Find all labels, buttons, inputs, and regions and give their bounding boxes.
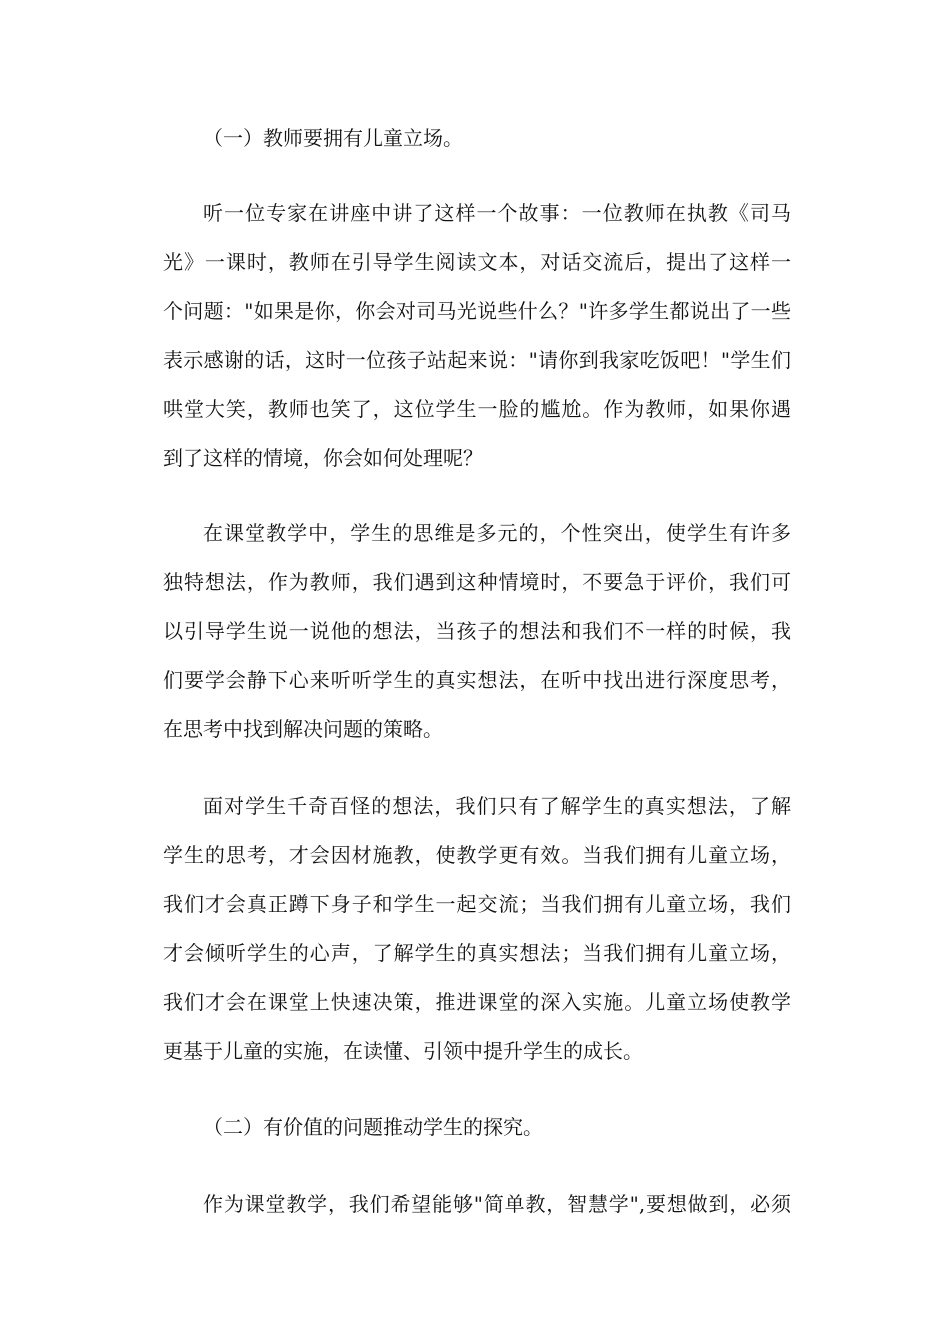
paragraph-line: 在课堂教学中，学生的思维是多元的，个性突出，使学生有许多 (203, 521, 791, 545)
paragraph-line: 才会倾听学生的心声，了解学生的真实想法；当我们拥有儿童立场， (163, 941, 791, 965)
paragraph-line: 到了这样的情境，你会如何处理呢？ (163, 446, 483, 470)
paragraph-line: 听一位专家在讲座中讲了这样一个故事：一位教师在执教《司马 (203, 201, 791, 225)
paragraph-line: 以引导学生说一说他的想法，当孩子的想法和我们不一样的时候，我 (163, 619, 791, 643)
paragraph-line: 在思考中找到解决问题的策略。 (163, 717, 443, 741)
paragraph-line: 我们才会在课堂上快速决策，推进课堂的深入实施。儿童立场使教学 (163, 990, 791, 1014)
paragraph-line: 光》一课时，教师在引导学生阅读文本，对话交流后，提出了这样一 (163, 250, 791, 274)
paragraph-line: 哄堂大笑，教师也笑了，这位学生一脸的尴尬。作为教师，如果你遇 (163, 397, 791, 421)
section-heading-2: （二）有价值的问题推动学生的探究。 (203, 1115, 543, 1139)
paragraph-line: 学生的思考，才会因材施教，使教学更有效。当我们拥有儿童立场， (163, 843, 791, 867)
paragraph-line: 更基于儿童的实施，在读懂、引领中提升学生的成长。 (163, 1039, 643, 1063)
section-heading-1: （一）教师要拥有儿童立场。 (203, 126, 463, 150)
paragraph-line: 们要学会静下心来听听学生的真实想法，在听中找出进行深度思考， (163, 668, 791, 692)
paragraph-line: 独特想法，作为教师，我们遇到这种情境时，不要急于评价，我们可 (163, 570, 791, 594)
paragraph-line: 面对学生千奇百怪的想法，我们只有了解学生的真实想法，了解 (203, 794, 791, 818)
paragraph-line: 表示感谢的话，这时一位孩子站起来说："请你到我家吃饭吧！"学生们 (163, 348, 791, 372)
paragraph-line: 个问题："如果是你，你会对司马光说些什么？"许多学生都说出了一些 (163, 299, 791, 323)
paragraph-line: 我们才会真正蹲下身子和学生一起交流；当我们拥有儿童立场，我们 (163, 892, 791, 916)
paragraph-line: 作为课堂教学，我们希望能够"简单教，智慧学",要想做到，必须 (203, 1192, 791, 1216)
